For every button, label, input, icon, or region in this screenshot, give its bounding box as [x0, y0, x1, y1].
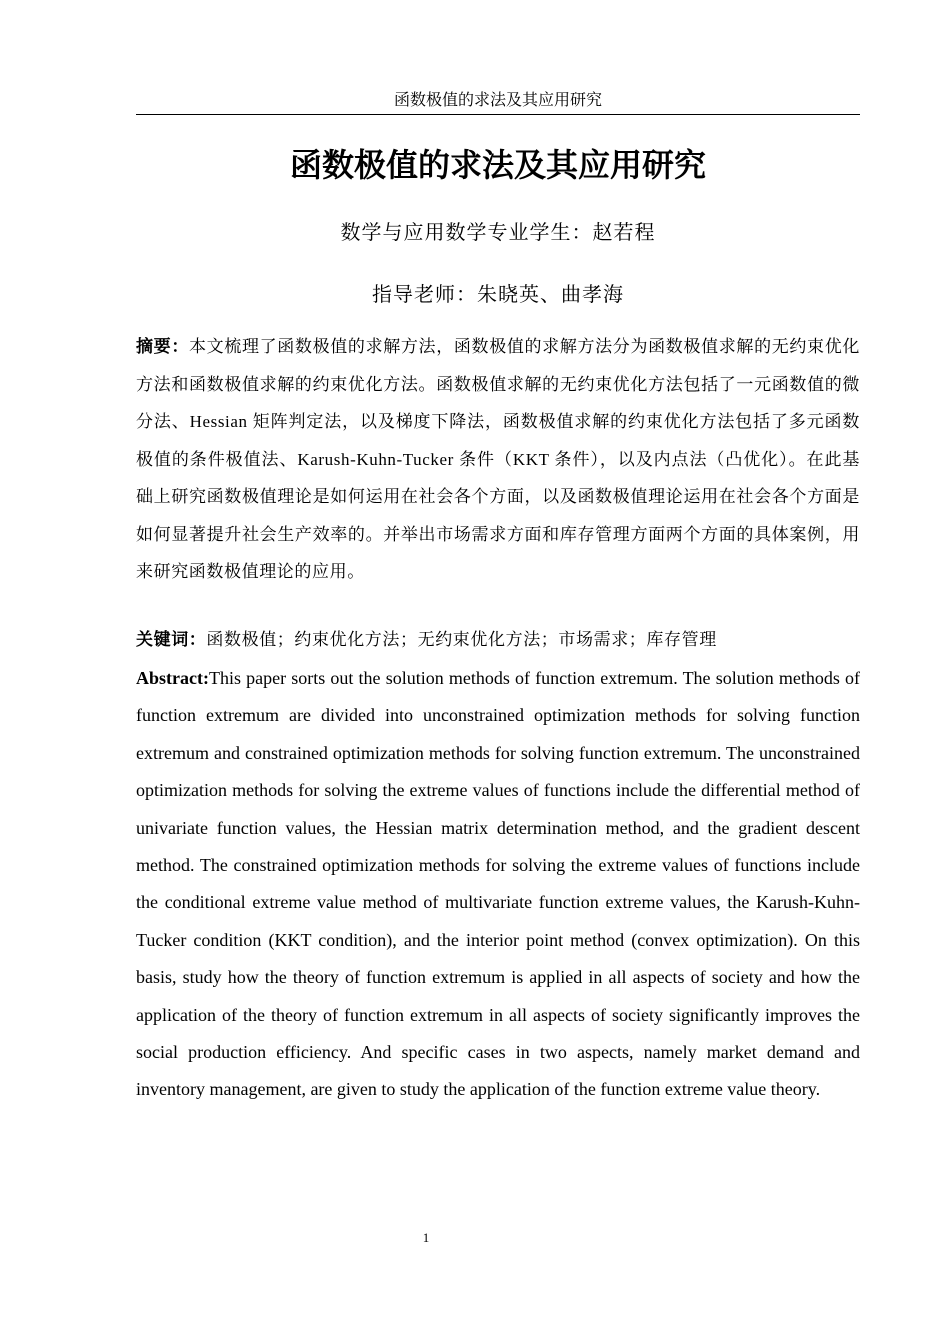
abstract-english-label: Abstract: — [136, 668, 209, 688]
keywords-chinese-label: 关键词： — [136, 630, 207, 649]
abstract-english — [136, 660, 860, 1109]
student-author: 数学与应用数学专业学生：赵若程 — [340, 222, 656, 244]
keywords-chinese — [136, 625, 860, 655]
header-rule — [136, 114, 860, 115]
advisor: 指导老师：朱晓英、曲孝海 — [372, 284, 624, 306]
abstract-chinese — [136, 328, 860, 591]
keywords-chinese-text: 函数极值；约束优化方法；无约束优化方法；市场需求；库存管理 — [206, 630, 717, 649]
page-number: 1 — [422, 1230, 430, 1245]
abstract-chinese-label: 摘要： — [136, 337, 189, 356]
paper-title: 函数极值的求法及其应用研究 — [289, 147, 706, 183]
abstract-chinese-text: 本文梳理了函数极值的求解方法，函数极值的求解方法分为函数极值求解的无约束优化方法和函数极值求解的约束优化方法。函数极值求解的无约束优化方法包括了一元函数值的微分法、Hessian 矩阵判定法，以及梯度下降法，函数极值求解的约束优化方法包括了多元函数极值的条件极值法、Karush-Kuhn-Tucker 条件（KKT 条件），以及内点法（凸优化）。在此基础上研究函数极值理论是如何运用在社会各个方面，以及函数极值理论运用在社会各个方面是如何显著提升社会生产效率的。并举出市场需求方面和库存管理方面两个方面的具体案例，用来研究函数极值理论的应用。 — [136, 337, 860, 581]
running-header: 函数极值的求法及其应用研究 — [393, 92, 602, 109]
abstract-english-text: This paper sorts out the solution methods of function extremum. The solution methods of function extremum are divided into unconstrained optimization methods for solving function extremum and constrained optimization methods for solving function extremum. The unconstrained optimization methods for solving the extreme values of functions include the differential method of univariate function values, the Hessian matrix determination method, and the gradient descent method. The constrained optimization methods for solving the extreme values of functions include the conditional extreme value method of multivariate function extreme values, the Karush-Kuhn-Tucker condition (KKT condition), and the interior point method (convex optimization). On this basis, study how the theory of function extremum is applied in all aspects of society and how the application of the theory of function extremum in all aspects of society significantly improves the social production efficiency. And specific cases in two aspects, namely market demand and inventory management, are given to study the application of the function extreme value theory. — [136, 668, 860, 1100]
